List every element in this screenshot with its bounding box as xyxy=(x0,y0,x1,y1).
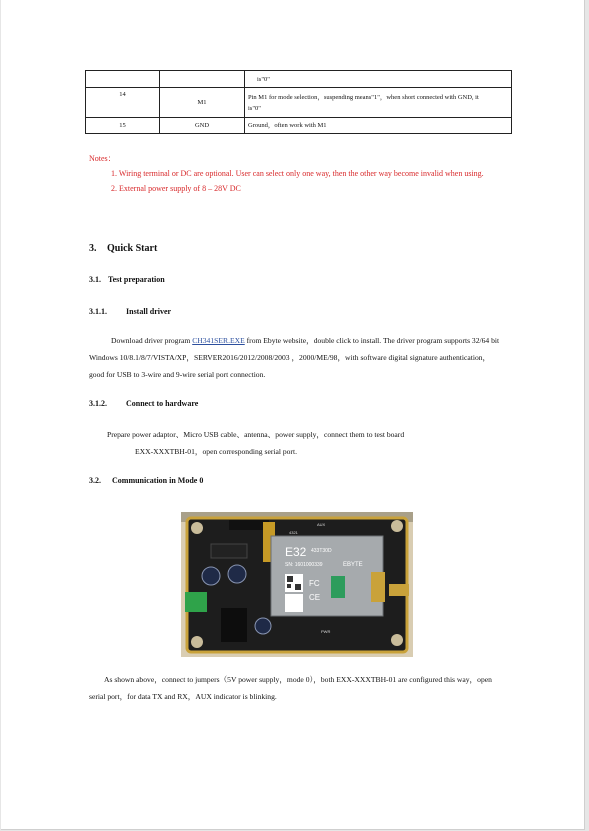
connect-line-1: Prepare power adaptor、Micro USB cable、antenna、power supply，connect them to test board xyxy=(107,430,405,439)
document-page xyxy=(1,0,585,830)
subsection-heading xyxy=(89,275,165,284)
section-number: 3.1.1. xyxy=(89,307,107,316)
section-title: Communication in Mode 0 xyxy=(112,476,204,485)
table-cell: Ground，often work with M1 xyxy=(245,118,512,134)
table-cell: M1 xyxy=(160,88,245,118)
table-row xyxy=(86,88,512,118)
table-cell-line: Pin M1 for mode selection，suspending means"1"，when short connected with GND, it xyxy=(248,93,479,101)
subsection-heading xyxy=(89,399,198,408)
subsection-heading xyxy=(89,307,171,316)
notes-block xyxy=(89,151,505,196)
install-text: from Ebyte website，double click to install. The driver program supports 32/64 bit Windows 10/8.1/8/7/VISTA/XP，SERVER2016/2012/2008/2003 ，2000/ME/98，with software digital signature authentication，good for USB to 3-wire and 9-wire serial port connection. xyxy=(89,336,500,379)
notes-item-1: 1. Wiring terminal or DC are optional. User can select only one way, then the other way become invalid when using. xyxy=(111,169,484,178)
board-code-label: 4321 xyxy=(289,530,298,535)
section-number: 3.1. xyxy=(89,275,101,284)
aux-indicator-label: AUX xyxy=(317,522,326,527)
section-title: Connect to hardware xyxy=(126,399,199,408)
module-model-label: 433T30D xyxy=(311,548,332,554)
summary-text: As shown above，connect to jumpers（5V power supply，mode 0），both EXX-XXXTBH-01 are configured this way，open serial port，for data TX and RX，AUX indicator is blinking. xyxy=(89,675,492,701)
test-board-illustration xyxy=(181,512,413,657)
section-number: 3.2. xyxy=(89,476,101,485)
connect-line-2: EXX-XXXTBH-01，open corresponding serial port. xyxy=(135,447,297,456)
fcc-mark: FC xyxy=(309,579,320,588)
module-brand-label: EBYTE xyxy=(343,562,363,568)
connect-paragraph xyxy=(89,426,505,460)
table-cell xyxy=(245,88,512,118)
table-cell-line: is"0" xyxy=(248,104,261,112)
section-heading xyxy=(89,243,157,254)
pwr-indicator-label: PWR xyxy=(321,629,331,634)
install-paragraph xyxy=(89,332,505,383)
notes-heading: Notes： xyxy=(89,154,116,163)
module-chip-label: E32 xyxy=(285,545,307,559)
install-text: Download driver program xyxy=(111,336,193,345)
section-title: Test preparation xyxy=(108,275,165,284)
table-cell xyxy=(86,71,160,88)
summary-paragraph xyxy=(89,671,505,705)
table-cell: 15 xyxy=(86,118,160,134)
section-number: 3.1.2. xyxy=(89,399,107,408)
table-cell: is"0" xyxy=(245,71,512,88)
table-cell: 14 xyxy=(86,88,160,118)
table-cell xyxy=(160,71,245,88)
section-title: Quick Start xyxy=(107,243,158,254)
module-serial-label: SN: 1601000339 xyxy=(285,562,323,568)
pin-table xyxy=(85,70,512,134)
section-number: 3. xyxy=(89,243,97,254)
driver-download-link[interactable]: CH341SER.EXE xyxy=(192,336,245,345)
ce-mark: CE xyxy=(309,593,321,602)
table-row xyxy=(86,71,512,88)
subsection-heading xyxy=(89,476,203,485)
notes-item-2: 2. External power supply of 8 – 28V DC xyxy=(111,184,241,193)
table-cell: GND xyxy=(160,118,245,134)
section-title: Install driver xyxy=(126,307,172,316)
test-board-photo xyxy=(181,512,413,657)
table-row xyxy=(86,118,512,134)
